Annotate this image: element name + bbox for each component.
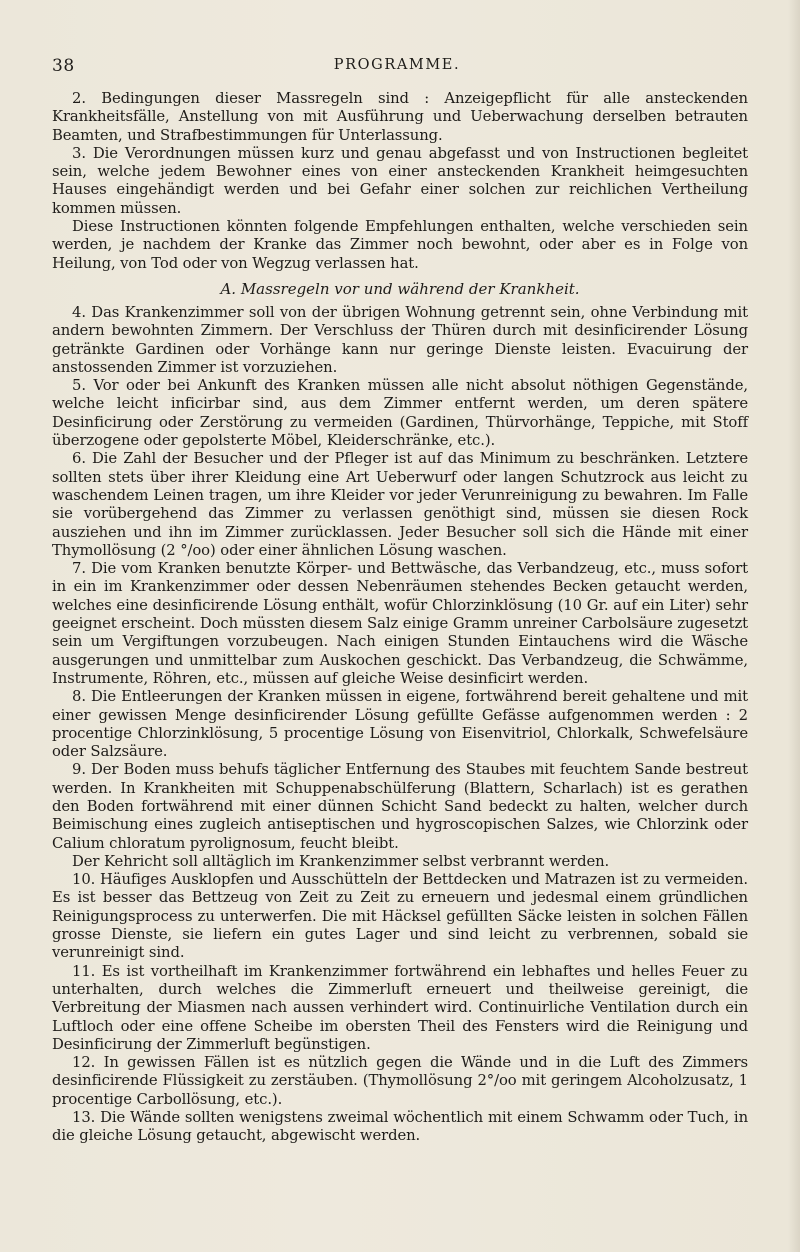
paragraph-12: 12. In gewissen Fällen ist es nützlich gegen die Wände und in die Luft des Zimmers desinficirende Flüssigkeit zu zerstäuben. (Thymollösung 2°/oo mit geringem Alcoholzusatz, 1 procentige Carbollösung, etc.).: [52, 1054, 748, 1108]
paragraph-7: 7. Die vom Kranken benutzte Körper- und Bettwäsche, das Verbandzeug, etc., muss sofort in ein im Krankenzimmer oder dessen Nebenräumen stehendes Becken getaucht werden, welches eine desinficirende Lösung enthält, wofür Chlorzinklösung (10 Gr. auf ein Liter) sehr geeignet erscheint. Doch müssten diesem Salz einige Gramm unreiner Carbolsäure zugesetzt sein um Vergiftungen vorzubeugen. Nach einigen Stunden Eintauchens wird die Wäsche ausgerungen und unmittelbar zum Auskochen geschickt. Das Verbandzeug, die Schwämme, Instrumente, Röhren, etc., müssen auf gleiche Weise desinficirt werden.: [52, 560, 748, 687]
paragraph-11: 11. Es ist vortheilhaft im Krankenzimmer fortwährend ein lebhaftes und helles Feuer zu unterhalten, durch welches die Zimmerluft erneuert und theilweise gereinigt, die Verbreitung der Miasmen nach aussen verhindert wird. Continuirliche Ventilation durch ein Luftloch oder eine offene Scheibe im obersten Theil des Fensters wird die Reinigung und Desinficirung der Zimmerluft begünstigen.: [52, 962, 748, 1053]
paragraph-13: 13. Die Wände sollten wenigstens zweimal wöchentlich mit einem Schwamm oder Tuch, in die gleiche Lösung getaucht, abgewischt werden.: [52, 1109, 748, 1145]
paragraph-instructions: Diese Instructionen könnten folgende Empfehlungen enthalten, welche verschieden sein werden, je nachdem der Kranke das Zimmer noch bewohnt, oder aber es in Folge von Heilung, von Tod oder von Wegzug verlassen hat.: [52, 218, 748, 272]
paragraph-6: 6. Die Zahl der Besucher und der Pfleger ist auf das Minimum zu beschränken. Letztere sollten stets über ihrer Kleidung eine Art Ueberwurf oder langen Schutzrock aus leicht zu waschendem Leinen tragen, um ihre Kleider vor jeder Verunreinigung zu bewahren. Im Falle sie vorübergehend das Zimmer zu verlassen genöthigt sind, müssen sie diesen Rock ausziehen und ihn im Zimmer zurücklassen. Jeder Besucher soll sich die Hände mit einer Thymollösung (2 °/oo) oder einer ähnlichen Lösung waschen.: [52, 450, 748, 559]
paragraph-9: 9. Der Boden muss behufs täglicher Entfernung des Staubes mit feuchtem Sande bestreut werden. In Krankheiten mit Schuppenabschülferung (Blattern, Scharlach) ist es gerathen den Boden fortwährend mit einer dünnen Schicht Sand bedeckt zu halten, welcher durch Beimischung eines zugleich antiseptischen und hygroscopischen Salzes, wie Chlorzink oder Calium chloratum pyrolignosum, feucht bleibt.: [52, 761, 748, 852]
paragraph-10: 10. Häufiges Ausklopfen und Ausschütteln der Bettdecken und Matrazen ist zu vermeiden. Es ist besser das Bettzeug von Zeit zu Zeit zu erneuern und jedesmal einem gründlichen Reinigungsprocess zu unterwerfen. Die mit Häcksel gefüllten Säcke leisten in solchen Fällen grosse Dienste, sie liefern ein gutes Lager und sind leicht zu verbrennen, sobald sie verunreinigt sind.: [52, 871, 748, 962]
page-edge-shadow: [788, 0, 800, 1252]
running-title: PROGRAMME.: [333, 57, 461, 73]
paragraph-8: 8. Die Entleerungen der Kranken müssen in eigene, fortwährend bereit gehaltene und mit einer gewissen Menge desinficirender Lösung gefüllte Gefässe aufgenommen werden : 2 procentige Chlorzinklösung, 5 procentige Lösung von Eisenvitriol, Chlorkalk, Schwefelsäure oder Salzsäure.: [52, 688, 748, 761]
section-heading: A. Massregeln vor und während der Krankheit.: [220, 279, 580, 298]
page-header: [52, 56, 742, 82]
paragraph-3: 3. Die Verordnungen müssen kurz und genau abgefasst und von Instructionen begleitet sein, welche jedem Bewohner eines von einer ansteckenden Krankheit heimgesuchten Hauses eingehändigt werden und bei Gefahr einer solchen zur reichlichen Vertheilung kommen müssen.: [52, 144, 748, 217]
paragraph-2: 2. Bedingungen dieser Massregeln sind : Anzeigepflicht für alle ansteckenden Krankheitsfälle, Anstellung von mit Ausführung und Ueberwachung derselben betrauten Beamten, und Strafbestimmungen für Unterlassung.: [52, 90, 748, 144]
body-text: [52, 90, 748, 1146]
paragraph-kehricht: Der Kehricht soll alltäglich im Krankenzimmer selbst verbrannt werden.: [72, 852, 610, 870]
page-number: 38: [52, 56, 75, 76]
paragraph-4: 4. Das Krankenzimmer soll von der übrigen Wohnung getrennt sein, ohne Verbindung mit andern bewohnten Zimmern. Der Verschluss der Thüren durch mit desinficirender Lösung getränkte Gardinen oder Vorhänge kann nur geringe Dienste leisten. Evacuirung der anstossenden Zimmer ist vorzuziehen.: [52, 303, 748, 376]
paragraph-5: 5. Vor oder bei Ankunft des Kranken müssen alle nicht absolut nöthigen Gegenstände, welche leicht inficirbar sind, aus dem Zimmer entfernt werden, um deren spätere Desinficirung oder Zerstörung zu vermeiden (Gardinen, Thürvorhänge, Teppiche, mit Stoff überzogene oder gepolsterte Möbel, Kleiderschränke, etc.).: [52, 377, 748, 450]
